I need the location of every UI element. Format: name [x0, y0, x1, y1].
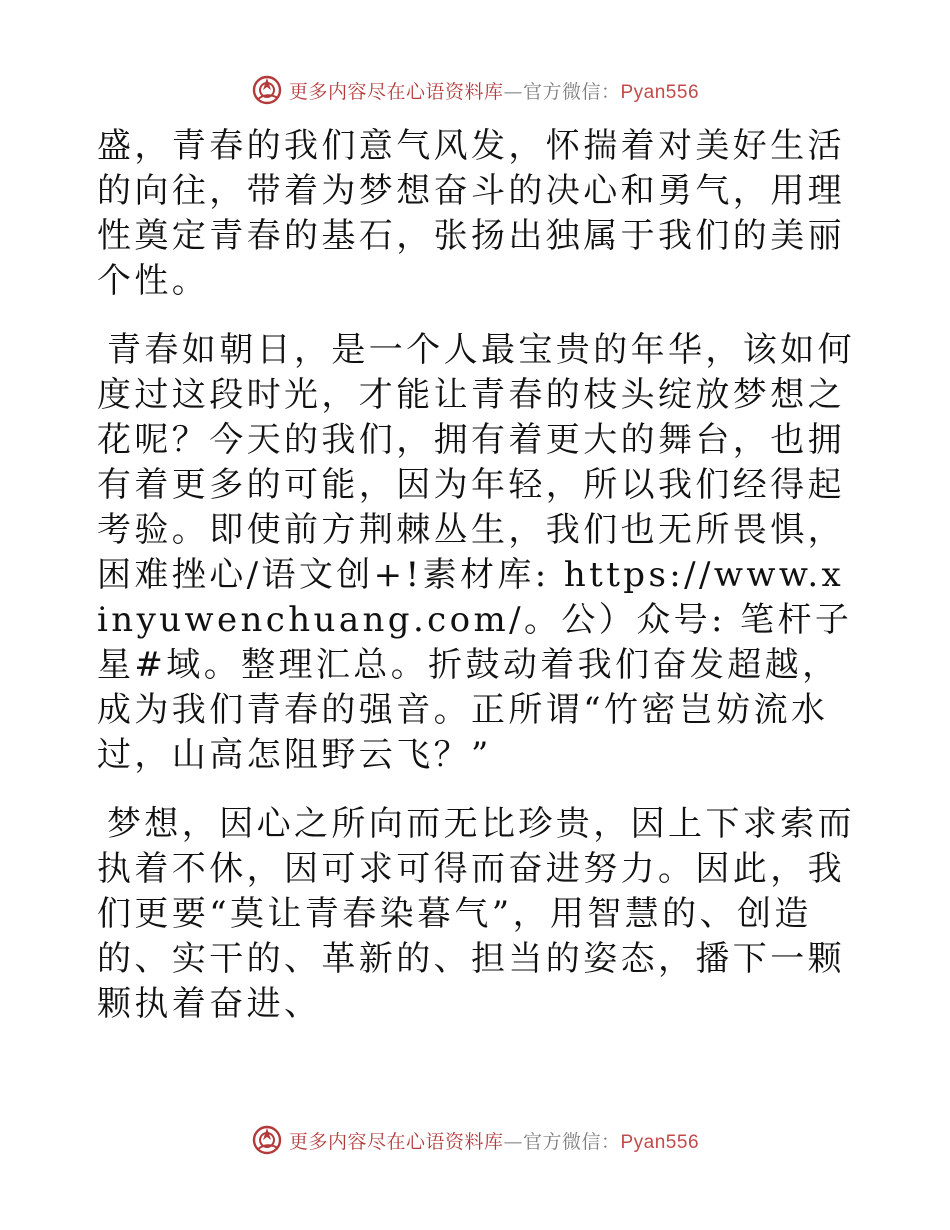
- footer-banner-separator: —: [503, 1130, 523, 1153]
- page-footer: [0, 1122, 950, 1158]
- header-banner-main: 更多内容尽在心语资料库: [288, 80, 504, 103]
- footer-banner-main: 更多内容尽在心语资料库: [288, 1130, 504, 1153]
- footer-banner-wechat: 官方微信：: [522, 1130, 621, 1153]
- text-line: 往，带着为梦想奋斗的决心和勇气，用理性奠定青: [97, 171, 846, 256]
- header-banner: [289, 77, 699, 104]
- text-line: 今天的我们，拥有着更大的舞台，也拥有着更多的: [97, 420, 846, 505]
- header-banner-separator: —: [503, 80, 523, 103]
- text-line: 岂妨流水过，山高怎阻野云飞？”: [97, 690, 829, 775]
- header-banner-wechat: 官方微信：: [522, 80, 621, 103]
- paragraph-3: [97, 802, 857, 1027]
- page-header: [0, 72, 950, 108]
- header-banner-handle: Pyan556: [620, 81, 700, 103]
- paragraph-2: [97, 328, 857, 778]
- text-line: 春的基石，张扬出独属于我们的美丽个性。: [97, 216, 846, 301]
- text-line: 盛，青春的我们意气风发，怀揣着对美好生活的向: [97, 126, 845, 211]
- paragraph-1: [97, 124, 857, 304]
- text-line: 可能，因为年轻，所以我们经得起考验。即使前方: [97, 465, 845, 550]
- text-line: 们奋发超越，成为我们青春的强音。正所谓“竹密: [97, 645, 840, 730]
- brand-logo-icon: [251, 74, 283, 106]
- text-line: 青春如朝日，是一个人最宝贵的年华，该如何度: [97, 330, 855, 415]
- text-line: 素材库: https://www.xinyuwenchuang.com/。: [97, 555, 845, 640]
- text-line: 过这段时光，才能让青春的枝头绽放梦想之花呢？: [97, 375, 846, 460]
- footer-banner: [289, 1127, 699, 1154]
- text-line: 公）众号: 笔杆子星#域。整理汇总。折鼓动着我: [97, 600, 853, 685]
- document-body: [97, 124, 857, 1027]
- text-line: 要“莫让青春染暮气”，用智慧的、创造的、实干: [97, 894, 812, 979]
- footer-banner-handle: Pyan556: [620, 1131, 700, 1153]
- text-line: 梦想，因心之所向而无比珍贵，因上下求索而执: [97, 804, 855, 889]
- brand-logo-icon: [251, 1124, 283, 1156]
- text-line: 荆棘丛生，我们也无所畏惧，困难挫心/语文创+!: [97, 510, 846, 595]
- text-line: 着不休，因可求可得而奋进努力。因此，我们更: [97, 849, 846, 934]
- text-line: 的、革新的、担当的姿态，播下一颗颗执着奋进、: [97, 939, 846, 1024]
